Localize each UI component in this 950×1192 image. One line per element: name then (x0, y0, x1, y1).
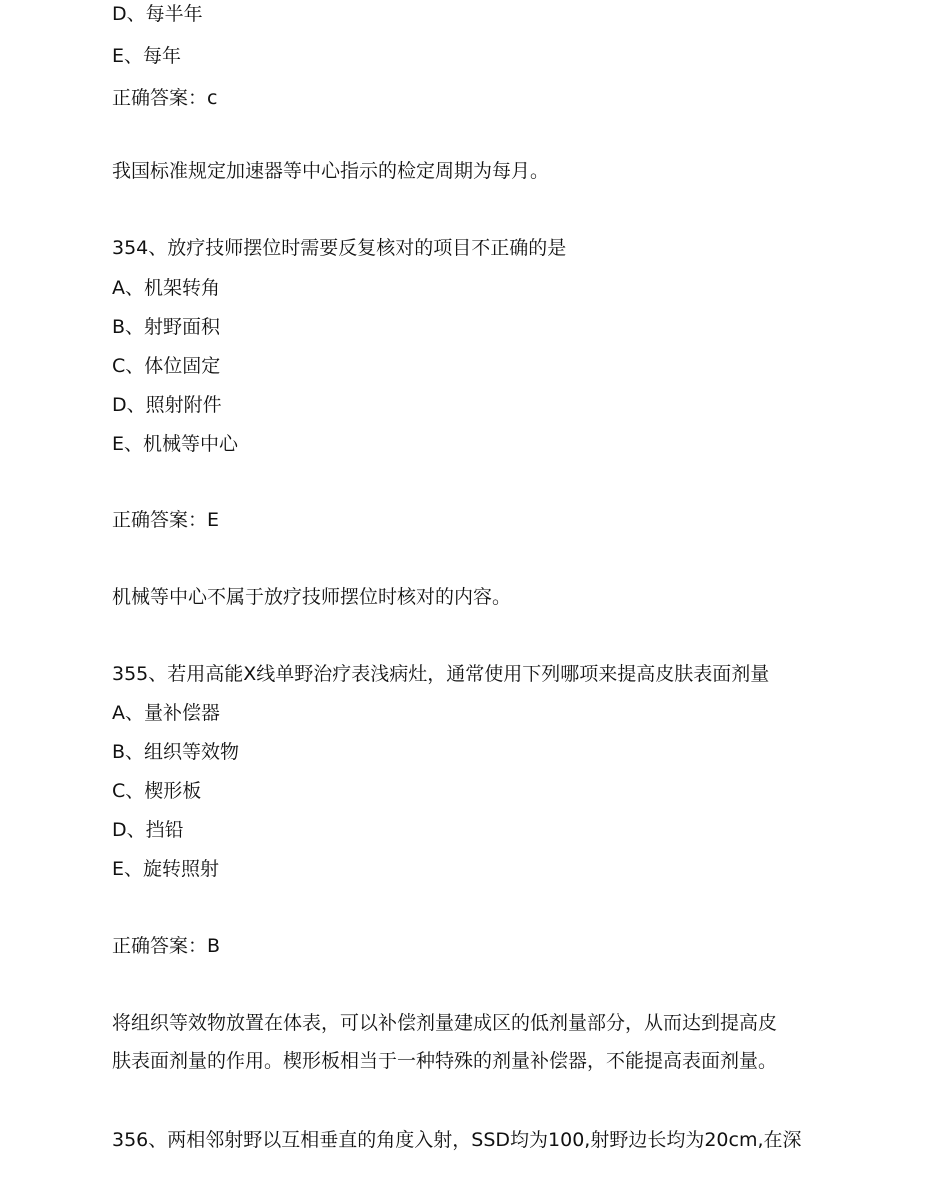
question-354-option-a: A、机架转角 (112, 277, 220, 299)
question-355-option-c: C、楔形板 (112, 780, 202, 802)
question-355-explanation-line-2: 肤表面剂量的作用。楔形板相当于一种特殊的剂量补偿器，不能提高表面剂量。 (112, 1050, 778, 1072)
question-354-answer: 正确答案：E (112, 509, 220, 531)
question-355-option-e: E、旋转照射 (112, 858, 220, 880)
answer-explanation: 我国标准规定加速器等中心指示的检定周期为每月。 (112, 160, 550, 182)
question-355-option-b: B、组织等效物 (112, 741, 240, 763)
question-355-answer: 正确答案：B (112, 935, 221, 957)
question-354-option-b: B、射野面积 (112, 316, 221, 338)
question-355: 355、若用高能X线单野治疗表浅病灶，通常使用下列哪项来提高皮肤表面剂量 (112, 663, 770, 685)
option-e: E、每年 (112, 45, 182, 67)
question-355-option-d: D、挡铅 (112, 819, 184, 841)
question-354-option-d: D、照射附件 (112, 394, 222, 416)
question-355-option-a: A、量补偿器 (112, 702, 220, 724)
question-354: 354、放疗技师摆位时需要反复核对的项目不正确的是 (112, 237, 567, 259)
question-356: 356、两相邻射野以互相垂直的角度入射，SSD均为100,射野边长均为20cm,在深 (112, 1129, 802, 1151)
question-355-explanation-line-1: 将组织等效物放置在体表，可以补偿剂量建成区的低剂量部分，从而达到提高皮 (112, 1012, 778, 1034)
option-d: D、每半年 (112, 3, 203, 25)
correct-answer: 正确答案：c (112, 87, 218, 109)
question-354-option-e: E、机械等中心 (112, 433, 239, 455)
question-354-option-c: C、体位固定 (112, 355, 221, 377)
question-354-explanation: 机械等中心不属于放疗技师摆位时核对的内容。 (112, 586, 512, 608)
